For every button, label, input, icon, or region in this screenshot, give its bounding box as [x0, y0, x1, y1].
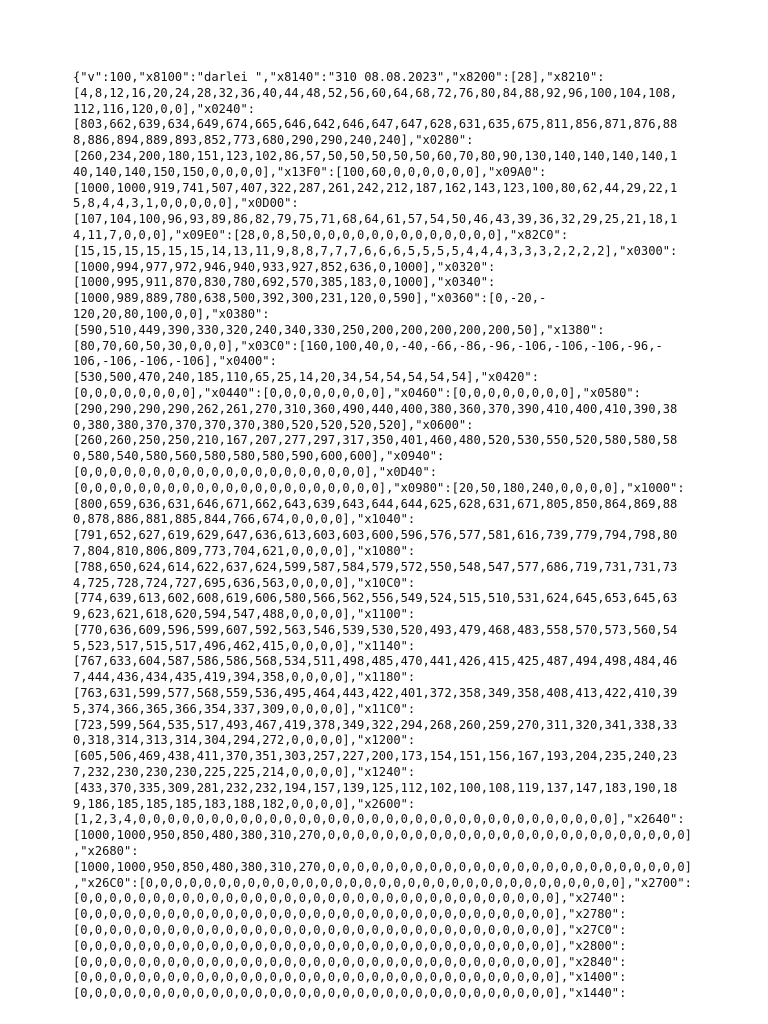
text-line: [791,652,627,619,629,647,636,613,603,603,600,596,576,577,581,616,739,779,794,798,80	[73, 528, 678, 543]
text-line: ,"x2680":	[73, 844, 139, 859]
text-line: [1000,995,911,870,830,780,692,570,385,183,0,1000],"x0340":	[73, 275, 496, 290]
text-line: 5,8,4,4,3,1,0,0,0,0,0],"x0D00":	[73, 196, 299, 211]
text-line: 5,374,366,365,366,354,337,309,0,0,0,0],"x11C0":	[73, 701, 416, 716]
text-line: [800,659,636,631,646,671,662,643,639,643,644,644,625,628,631,671,805,850,864,869,88	[73, 496, 678, 511]
text-line: [723,599,564,535,517,493,467,419,378,349,322,294,268,260,259,270,311,320,341,338,33	[73, 717, 678, 732]
text-line: [260,260,250,250,210,167,207,277,297,317,350,401,460,480,520,530,550,520,580,580,58	[73, 433, 678, 448]
text-line: [767,633,604,587,586,586,568,534,511,498,485,470,441,426,415,425,487,494,498,484,46	[73, 654, 678, 669]
text-line: [0,0,0,0,0,0,0,0],"x0440":[0,0,0,0,0,0,0,0],"x0460":[0,0,0,0,0,0,0,0],"x0580":	[73, 385, 641, 400]
text-line: [80,70,60,50,30,0,0,0],"x03C0":[160,100,40,0,-40,-66,-86,-96,-106,-106,-106,-96,-	[73, 338, 663, 353]
text-line: 7,232,230,230,230,225,225,214,0,0,0,0],"x1240":	[73, 765, 416, 780]
text-line: [1,2,3,4,0,0,0,0,0,0,0,0,0,0,0,0,0,0,0,0,0,0,0,0,0,0,0,0,0,0,0,0,0,0,0,0,0],"x2640":	[73, 812, 685, 827]
text-line: [15,15,15,15,15,15,14,13,11,9,8,8,7,7,7,6,6,6,5,5,5,5,4,4,4,3,3,3,2,2,2,2],"x0300":	[73, 243, 678, 258]
text-line: [290,290,290,290,262,261,270,310,360,490,440,400,380,360,370,390,410,400,410,390,38	[73, 401, 678, 416]
text-line: 0,878,886,881,885,844,766,674,0,0,0,0],"x1040":	[73, 512, 416, 527]
text-line: [0,0,0,0,0,0,0,0,0,0,0,0,0,0,0,0,0,0,0,0,0,0,0,0,0,0,0,0,0,0,0,0,0],"x2840":	[73, 954, 627, 969]
text-line: [107,104,100,96,93,89,86,82,79,75,71,68,64,61,57,54,50,46,43,39,36,32,29,25,21,18,1	[73, 212, 678, 227]
text-line: 9,623,621,618,620,594,547,488,0,0,0,0],"x1100":	[73, 607, 416, 622]
text-line: 0,580,540,580,560,580,580,580,590,600,600],"x0940":	[73, 449, 445, 464]
text-line: [1000,1000,950,850,480,380,310,270,0,0,0,0,0,0,0,0,0,0,0,0,0,0,0,0,0,0,0,0,0,0,0,0,0]	[73, 828, 692, 843]
text-line: [763,631,599,577,568,559,536,495,464,443,422,401,372,358,349,358,408,413,422,410,39	[73, 686, 678, 701]
text-line: [0,0,0,0,0,0,0,0,0,0,0,0,0,0,0,0,0,0,0,0,0],"x0980":[20,50,180,240,0,0,0,0],"x1000":	[73, 480, 685, 495]
text-line: 9,186,185,185,185,183,188,182,0,0,0,0],"x2600":	[73, 796, 416, 811]
text-line: 120,20,80,100,0,0],"x0380":	[73, 306, 270, 321]
text-line: [1000,1000,950,850,480,380,310,270,0,0,0,0,0,0,0,0,0,0,0,0,0,0,0,0,0,0,0,0,0,0,0,0,0]	[73, 859, 692, 874]
text-line: [0,0,0,0,0,0,0,0,0,0,0,0,0,0,0,0,0,0,0,0,0,0,0,0,0,0,0,0,0,0,0,0,0],"x2780":	[73, 907, 627, 922]
json-text-document	[73, 70, 713, 1002]
text-line: [433,370,335,309,281,232,232,194,157,139,125,112,102,100,108,119,137,147,183,190,18	[73, 780, 678, 795]
text-line: [590,510,449,390,330,320,240,340,330,250,200,200,200,200,200,50],"x1380":	[73, 322, 605, 337]
text-line: ,"x26C0":[0,0,0,0,0,0,0,0,0,0,0,0,0,0,0,0,0,0,0,0,0,0,0,0,0,0,0,0,0,0,0,0,0],"x2700":	[73, 875, 692, 890]
text-line: 112,116,120,0,0],"x0240":	[73, 101, 256, 116]
text-line: [0,0,0,0,0,0,0,0,0,0,0,0,0,0,0,0,0,0,0,0,0,0,0,0,0,0,0,0,0,0,0,0,0],"x27C0":	[73, 923, 627, 938]
text-line: 5,523,517,515,517,496,462,415,0,0,0,0],"x1140":	[73, 638, 416, 653]
text-line: {"v":100,"x8100":"darlei ","x8140":"310 08.08.2023","x8200":[28],"x8210":	[73, 70, 605, 84]
text-line: [0,0,0,0,0,0,0,0,0,0,0,0,0,0,0,0,0,0,0,0,0,0,0,0,0,0,0,0,0,0,0,0,0],"x1400":	[73, 970, 627, 985]
text-line: [605,506,469,438,411,370,351,303,257,227,200,173,154,151,156,167,193,204,235,240,23	[73, 749, 678, 764]
text-line: 8,886,894,889,893,852,773,680,290,290,240,240],"x0280":	[73, 133, 474, 148]
text-line: [770,636,609,596,599,607,592,563,546,539,530,520,493,479,468,483,558,570,573,560,54	[73, 622, 678, 637]
text-line: [530,500,470,240,185,110,65,25,14,20,34,54,54,54,54,54],"x0420":	[73, 370, 539, 385]
text-line: [260,234,200,180,151,123,102,86,57,50,50,50,50,50,60,70,80,90,130,140,140,140,140,1	[73, 148, 678, 163]
text-line: [1000,989,889,780,638,500,392,300,231,120,0,590],"x0360":[0,-20,-	[73, 291, 547, 306]
text-line: 106,-106,-106,-106],"x0400":	[73, 354, 277, 369]
text-line: 0,380,380,370,370,370,370,380,520,520,520,520],"x0600":	[73, 417, 474, 432]
text-line: [0,0,0,0,0,0,0,0,0,0,0,0,0,0,0,0,0,0,0,0,0,0,0,0,0,0,0,0,0,0,0,0,0],"x1440":	[73, 986, 627, 1001]
text-line: 0,318,314,313,314,304,294,272,0,0,0,0],"x1200":	[73, 733, 416, 748]
text-line: [803,662,639,634,649,674,665,646,642,646,647,647,628,631,635,675,811,856,871,876,88	[73, 117, 678, 132]
text-line: [1000,1000,919,741,507,407,322,287,261,242,212,187,162,143,123,100,80,62,44,29,22,1	[73, 180, 678, 195]
text-line: [788,650,624,614,622,637,624,599,587,584,579,572,550,548,547,577,686,719,731,731,73	[73, 559, 678, 574]
text-line: [0,0,0,0,0,0,0,0,0,0,0,0,0,0,0,0,0,0,0,0,0,0,0,0,0,0,0,0,0,0,0,0,0],"x2740":	[73, 891, 627, 906]
text-line: 7,804,810,806,809,773,704,621,0,0,0,0],"x1080":	[73, 543, 416, 558]
text-line: 4,11,7,0,0,0],"x09E0":[28,0,8,50,0,0,0,0,0,0,0,0,0,0,0,0,0],"x82C0":	[73, 227, 569, 242]
text-line: [0,0,0,0,0,0,0,0,0,0,0,0,0,0,0,0,0,0,0,0,0,0,0,0,0,0,0,0,0,0,0,0,0],"x2800":	[73, 938, 627, 953]
text-line: [1000,994,977,972,946,940,933,927,852,636,0,1000],"x0320":	[73, 259, 496, 274]
text-line: 40,140,140,150,150,0,0,0,0],"x13F0":[100,60,0,0,0,0,0,0],"x09A0":	[73, 164, 547, 179]
text-line: 4,725,728,724,727,695,636,563,0,0,0,0],"x10C0":	[73, 575, 416, 590]
text-line: 7,444,436,434,435,419,394,358,0,0,0,0],"x1180":	[73, 670, 416, 685]
text-line: [4,8,12,16,20,24,28,32,36,40,44,48,52,56,60,64,68,72,76,80,84,88,92,96,100,104,108,	[73, 85, 678, 100]
text-line: [774,639,613,602,608,619,606,580,566,562,556,549,524,515,510,531,624,645,653,645,63	[73, 591, 678, 606]
text-line: [0,0,0,0,0,0,0,0,0,0,0,0,0,0,0,0,0,0,0,0],"x0D40":	[73, 464, 438, 479]
